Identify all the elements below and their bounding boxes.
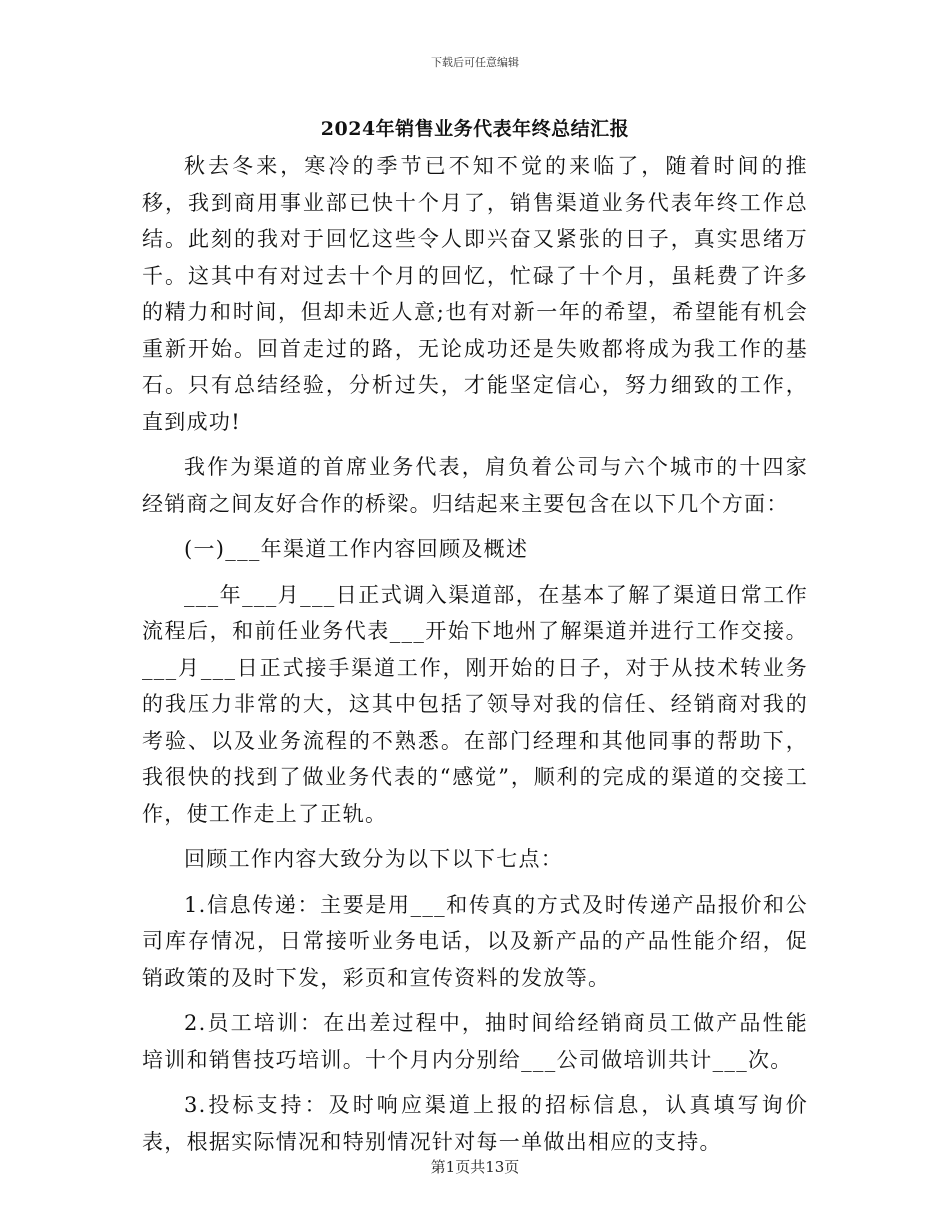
paragraph-role: 我作为渠道的首席业务代表，肩负着公司与六个城市的十四家经销商之间友好合作的桥梁。归结起来主要包含在以下几个方面： [142,455,808,516]
paragraph-intro: 秋去冬来，寒冷的季节已不知不觉的来临了，随着时间的推移，我到商用事业部已快十个月了，销售渠道业务代表年终工作总结。此刻的我对于回忆这些令人即兴奋又紧张的日子，真实思绪万千。这其中有对过去十个月的回忆，忙碌了十个月，虽耗费了许多的精力和时间，但却未近人意;也有对新一年的希望，希望能有机会重新开始。回首走过的路，无论成功还是失败都将成为我工作的基石。只有总结经验，分析过失，才能坚定信心，努力细致的工作，直到成功! [142,154,808,434]
paragraph-handover: ___年___月___日正式调入渠道部，在基本了解了渠道日常工作流程后，和前任业务代表___开始下地州了解渠道并进行工作交接。___月___日正式接手渠道工作，刚开始的日子，对于从技术转业务的我压力非常的大，这其中包括了领导对我的信任、经销商对我的考验、以及业务流程的不熟悉。在部门经理和其他同事的帮助下，我很快的找到了做业务代表的“感觉”，顺利的完成的渠道的交接工作，使工作走上了正轨。 [142,582,808,826]
page-header-note: 下载后可任意编辑 [431,56,519,69]
section-heading-review: (一)___年渠道工作内容回顾及概述 [184,537,529,561]
list-item-info-delivery: 1.信息传递：主要是用___和传真的方式及时传递产品报价和公司库存情况，日常接听业务电话，以及新产品的产品性能介绍，促销政策的及时下发，彩页和宣传资料的发放等。 [142,892,808,990]
paragraph-seven-points: 回顾工作内容大致分为以下以下七点： [184,847,564,871]
list-item-staff-training: 2.员工培训：在出差过程中，抽时间给经销商员工做产品性能培训和销售技巧培训。十个月内分别给___公司做培训共计___次。 [142,1011,808,1072]
page-number: 第1页共13页 [430,1158,520,1176]
document-title: 2024年销售业务代表年终总结汇报 [320,118,630,140]
document-body [142,148,808,1169]
list-item-bid-support: 3.投标支持：及时响应渠道上报的招标信息，认真填写询价表，根据实际情况和特别情况针对每一单做出相应的支持。 [142,1093,808,1154]
